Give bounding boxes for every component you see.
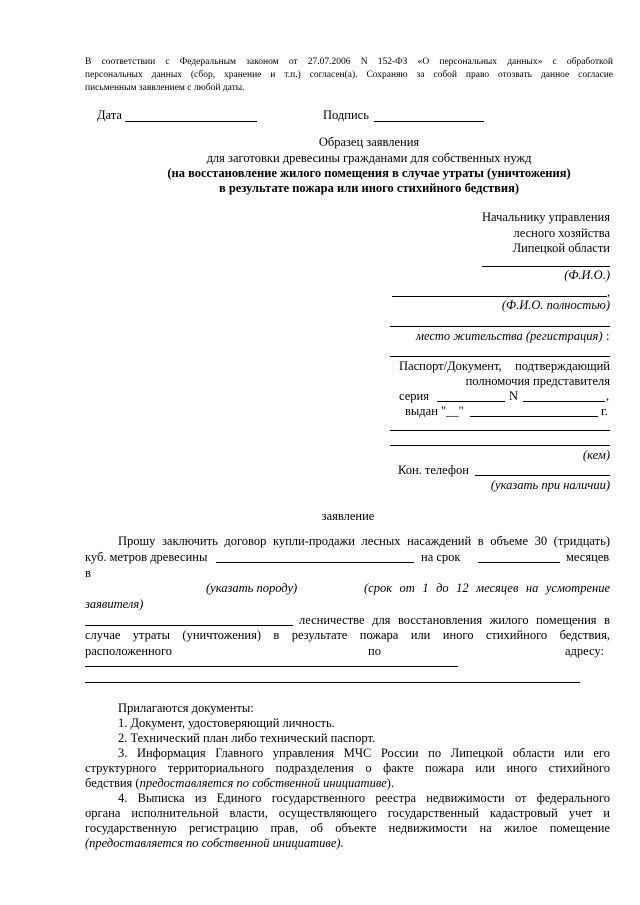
body-line-5: случае утраты (уничтожения) в результате пожара или иного стихийного бедствия, bbox=[85, 628, 610, 642]
attachment-3-line-2: структурного территориального подразделения о факте пожара или иного стихийного bbox=[85, 761, 610, 775]
address-label: адресу: bbox=[565, 644, 604, 658]
consent-line-1: В соответствии с Федеральным законом от 27.07.2006 N 152-ФЗ «О персональных данных» с обработкой bbox=[85, 57, 613, 67]
applicant-fio-field[interactable] bbox=[392, 296, 607, 297]
located-label: расположенного bbox=[85, 644, 173, 658]
series-label: серия bbox=[399, 389, 429, 403]
attachment-1: 1. Документ, удостоверяющий личность. bbox=[118, 716, 335, 730]
address-field-2[interactable] bbox=[85, 682, 580, 683]
phone-field[interactable] bbox=[475, 475, 610, 476]
by-label: по bbox=[368, 644, 381, 658]
title-line-2: для заготовки древесины гражданами для собственных нужд bbox=[206, 151, 532, 165]
issuer-field-2[interactable] bbox=[390, 445, 610, 446]
phone-caption: (указать при наличии) bbox=[490, 478, 610, 492]
date-field[interactable] bbox=[125, 121, 257, 122]
issued-field[interactable] bbox=[470, 416, 598, 417]
attachment-2: 2. Технический план либо технический паспорт. bbox=[118, 731, 376, 745]
breed-caption: (указать породу) bbox=[206, 581, 298, 595]
term-caption: (срок от 1 до 12 месяцев на усмотрение bbox=[364, 581, 610, 595]
fio-caption: (Ф.И.О.) bbox=[564, 268, 610, 282]
fio-full-caption: (Ф.И.О. полностью) bbox=[501, 298, 610, 312]
by-whom-caption: (кем) bbox=[582, 448, 610, 462]
consent-line-3: письменным заявлением с любой даты. bbox=[85, 83, 245, 93]
addressee-line-3: Липецкой области bbox=[512, 241, 610, 255]
body-volume-label: куб. метров древесины bbox=[85, 550, 208, 564]
residence-field[interactable] bbox=[390, 326, 610, 327]
addressee-fio-field[interactable] bbox=[482, 266, 610, 267]
title-line-1: Образец заявления bbox=[318, 135, 420, 149]
signature-field[interactable] bbox=[374, 121, 484, 122]
forestry-field[interactable] bbox=[85, 625, 293, 626]
issuer-field-1[interactable] bbox=[390, 430, 610, 431]
attachment-4-line-4: (предоставляется по собственной инициативе). bbox=[85, 836, 344, 850]
attachments-heading: Прилагаются документы: bbox=[118, 701, 254, 715]
breed-field[interactable] bbox=[216, 562, 414, 563]
attachment-4-line-2: органа исполнительной власти, осуществляющего государственный кадастровый учет и bbox=[85, 806, 610, 820]
attachment-4-line-1: 4. Выписка из Единого государственного реестра недвижимости от федерального bbox=[118, 791, 610, 805]
title-line-4: в результате пожара или иного стихийного бедствия) bbox=[218, 181, 520, 195]
signature-label: Подпись bbox=[323, 108, 369, 122]
phone-label: Кон. телефон bbox=[398, 463, 469, 477]
number-label: N bbox=[509, 389, 519, 403]
attachment-3-line-1: 3. Информация Главного управления МЧС России по Липецкой области или его bbox=[118, 746, 610, 760]
addressee-line-1: Начальнику управления bbox=[482, 210, 610, 224]
addressee-line-2: лесного хозяйства bbox=[513, 226, 610, 240]
year-label: г. bbox=[601, 404, 608, 418]
body-in: в bbox=[85, 566, 91, 580]
passport-line-1: Паспорт/Документ, подтверждающий bbox=[399, 359, 610, 373]
series-field[interactable] bbox=[437, 401, 505, 402]
number-field[interactable] bbox=[523, 401, 605, 402]
address-field-1[interactable] bbox=[85, 666, 458, 667]
term-caption-2: заявителя) bbox=[85, 597, 144, 611]
date-label: Дата bbox=[97, 108, 122, 122]
residence-caption: место жительства (регистрация) bbox=[416, 329, 603, 343]
consent-line-2: персональных данных (сбор, хранение и т.п.) согласен(а). Сохраняю за собой право отозвать данное согласие bbox=[85, 70, 613, 80]
body-line-1: Прошу заключить договор купли-продажи лесных насаждений в объеме 30 (тридцать) bbox=[118, 534, 610, 548]
months-label: месяцев bbox=[566, 550, 610, 564]
passport-line-2: полномочия представителя bbox=[465, 374, 610, 388]
title-line-3: (на восстановление жилого помещения в случае утраты (уничтожения) bbox=[167, 166, 571, 180]
term-label: на срок bbox=[421, 550, 461, 564]
attachment-3-line-3: бедствия (предоставляется по собственной инициативе). bbox=[85, 776, 395, 790]
residence-field-2[interactable] bbox=[390, 356, 610, 357]
attachment-4-line-3: государственную регистрацию прав, об объекте недвижимости на жилое помещение bbox=[85, 821, 610, 835]
statement-heading: заявление bbox=[321, 509, 375, 523]
issued-label: выдан "__" bbox=[405, 404, 464, 418]
term-field[interactable] bbox=[478, 562, 560, 563]
body-line-4: лесничестве для восстановления жилого помещения в bbox=[299, 613, 610, 627]
